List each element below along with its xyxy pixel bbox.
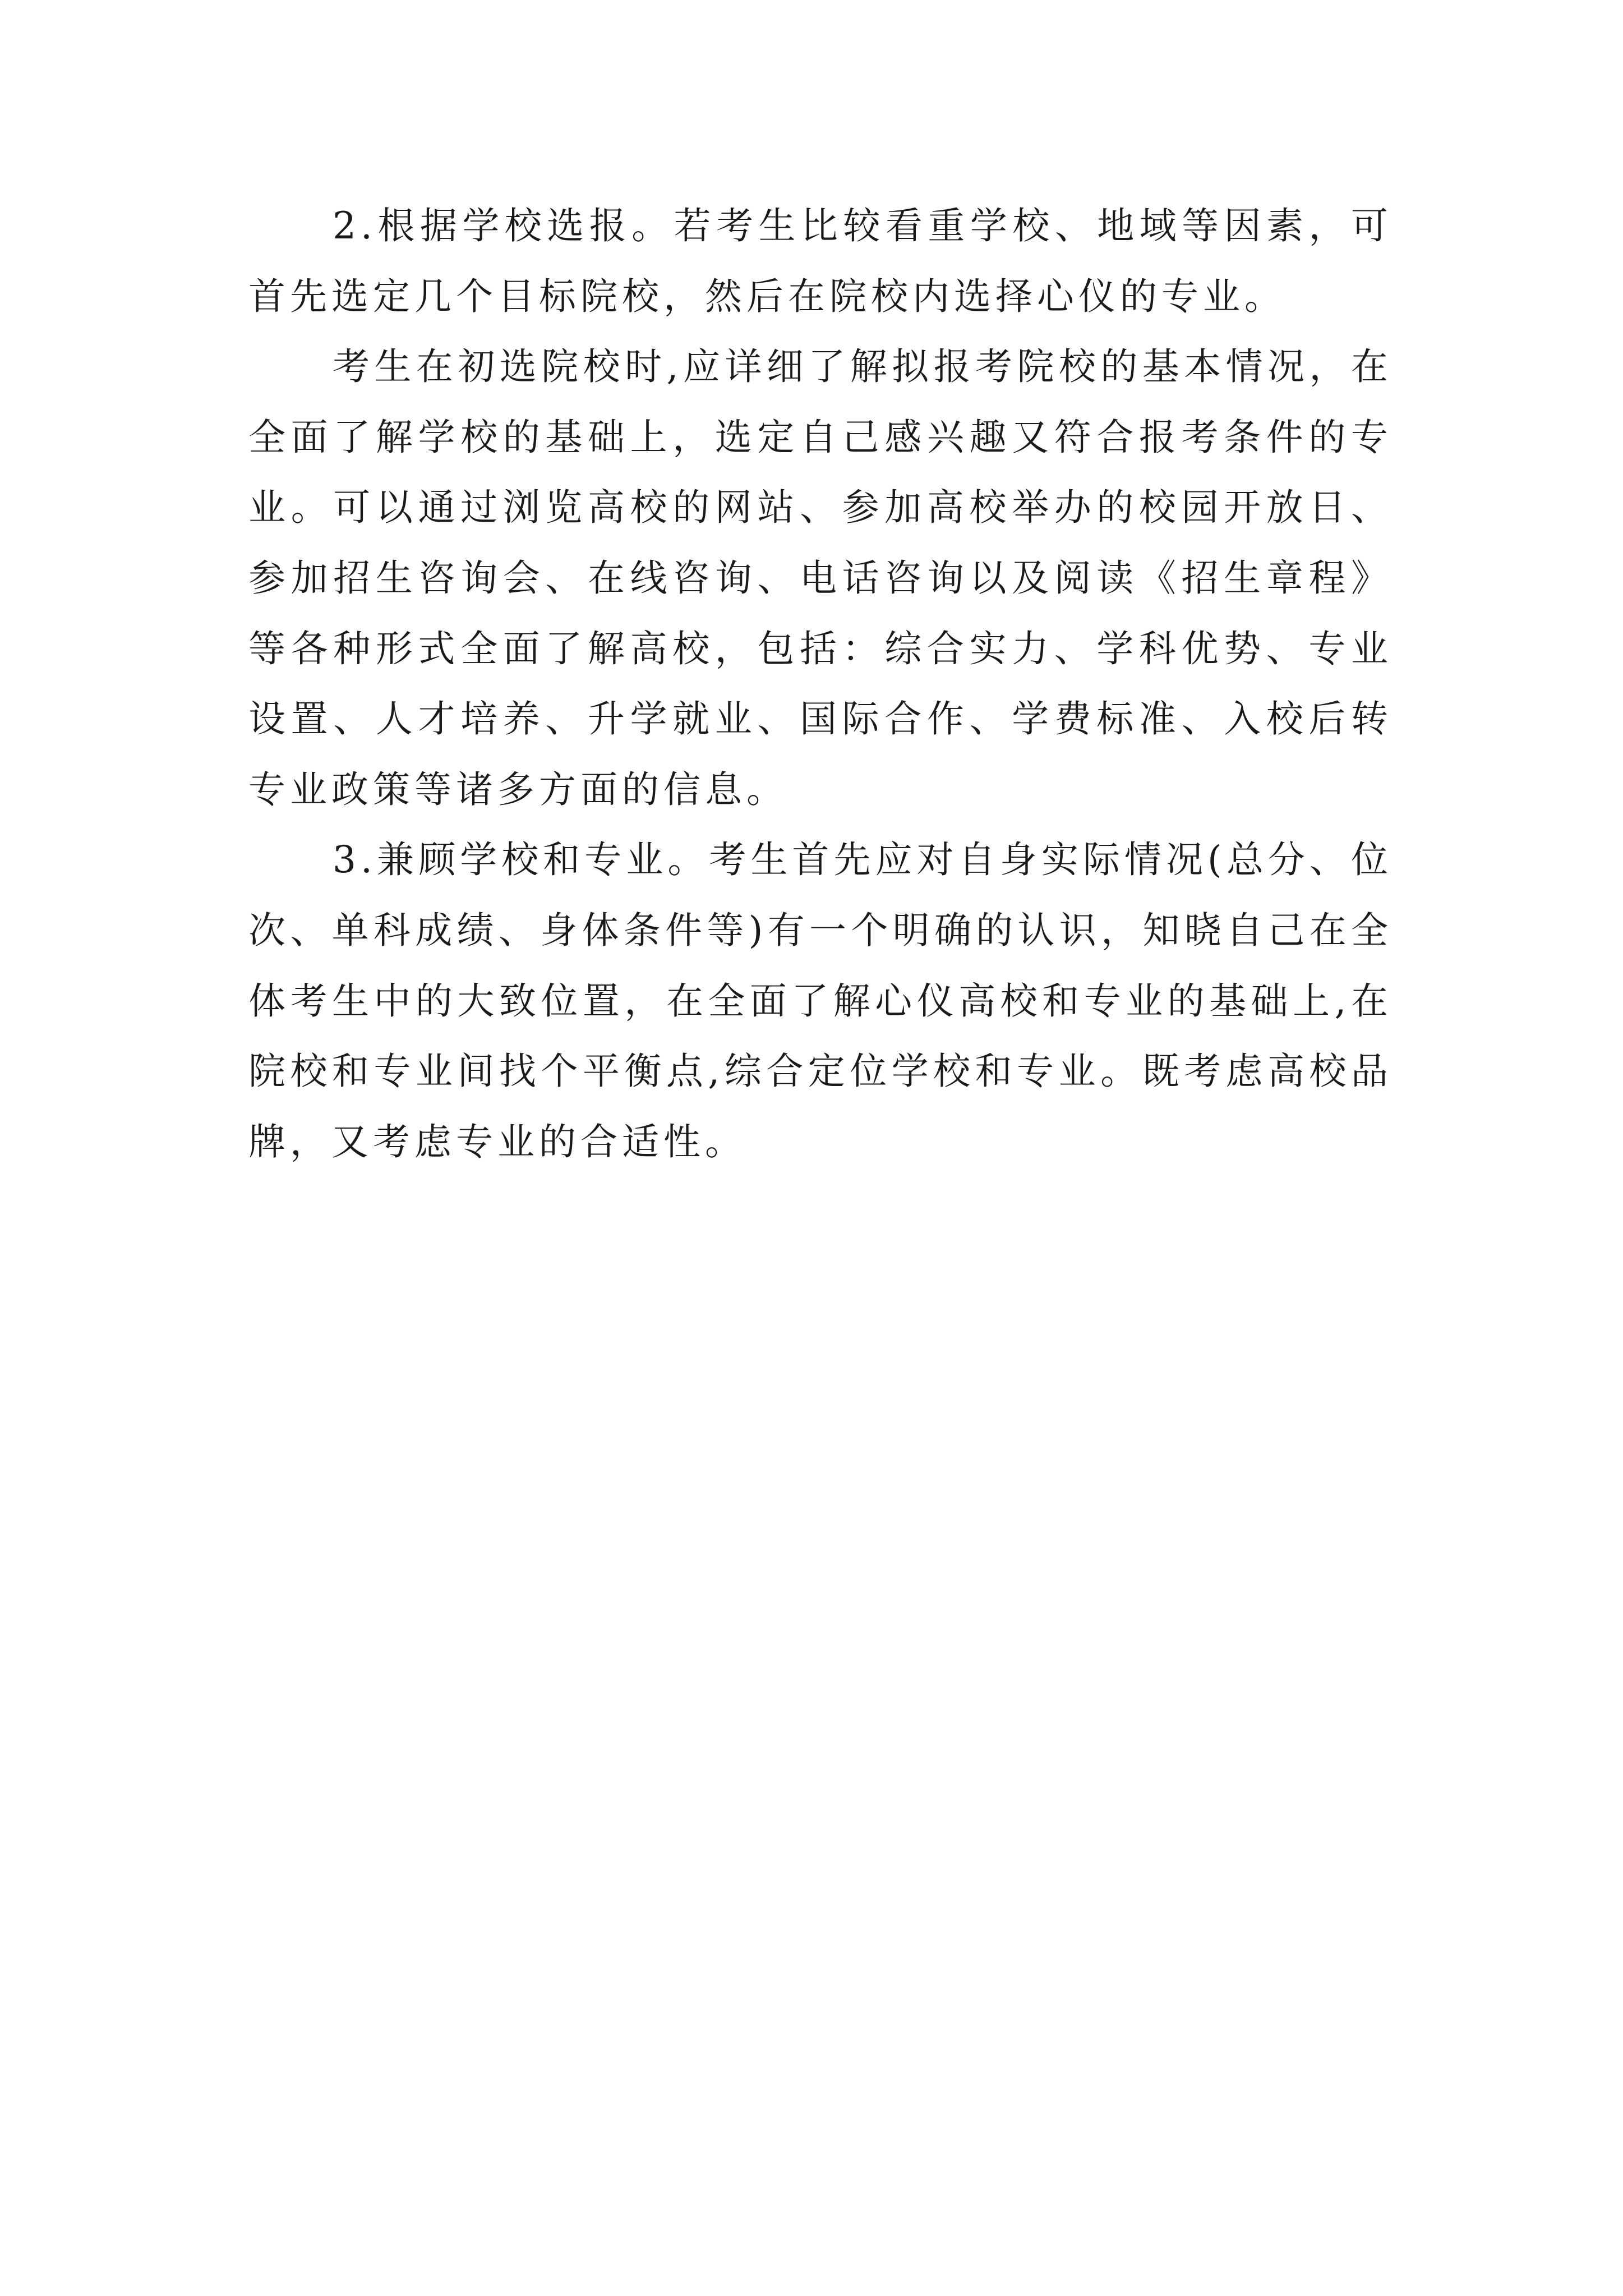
paragraph-school-research: 考生在初选院校时,应详细了解拟报考院校的基本情况，在全面了解学校的基础上，选定自己感兴趣又符合报考条件的专业。可以通过浏览高校的网站、参加高校举办的校园开放日、参加招生咨询会、在线咨询、电话咨询以及阅读《招生章程》等各种形式全面了解高校，包括：综合实力、学科优势、专业设置、人才培养、升学就业、国际合作、学费标准、入校后转专业政策等诸多方面的信息。 — [248, 345, 1393, 811]
paragraph-school-and-major: 3.兼顾学校和专业。考生首先应对自身实际情况(总分、位次、单科成绩、身体条件等)有一个明确的认识，知晓自己在全体考生中的大致位置，在全面了解心仪高校和专业的基础上,在院校和专业间找个平衡点,综合定位学校和专业。既考虑高校品牌，又考虑专业的合适性。 — [248, 838, 1393, 1163]
paragraph-school-selection: 2.根据学校选报。若考生比较看重学校、地域等因素，可首先选定几个目标院校，然后在院校内选择心仪的专业。 — [248, 204, 1393, 318]
document-body — [248, 191, 1393, 1177]
